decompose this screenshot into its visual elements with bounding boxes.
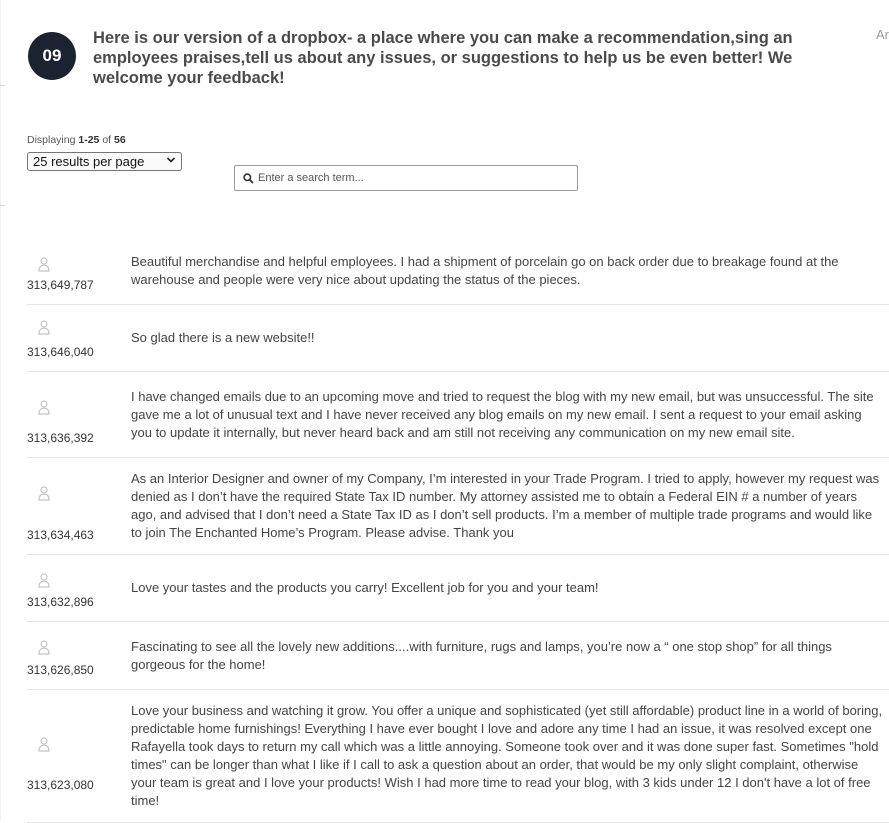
user-icon bbox=[37, 639, 51, 655]
feedback-text: Love your business and watching it grow. You offer a unique and sophisticated (yet still affordable) product line in a world of boring, predictable home furnishings! Everything I have ever bought I love and adore any time I had an issue, it was resolved except one Rafayella took days to return my call which was a little annoying. Someone took over and it was done super fast. Sometimes "hold times" can be longer than what I like if I call to ask a question about an order, that would be my only slight complaint, otherwise your team is great and I love your products! Wish I had more time to read your blog, with 3 kids under 12 I don't have a lot of free time! bbox=[131, 703, 883, 808]
feedback-row bbox=[27, 690, 889, 823]
feedback-text: Love your tastes and the products you carry! Excellent job for you and your team! bbox=[131, 580, 599, 595]
user-icon bbox=[37, 399, 51, 415]
feedback-id: 313,649,787 bbox=[27, 278, 94, 292]
corner-text: Ar bbox=[876, 27, 889, 42]
feedback-row bbox=[27, 305, 889, 372]
user-icon bbox=[37, 572, 51, 588]
feedback-id: 313,634,463 bbox=[27, 528, 94, 542]
left-edge-mark bbox=[0, 85, 5, 86]
feedback-text: As an Interior Designer and owner of my Company, I’m interested in your Trade Program. I tried to apply, however my request was denied as I don’t have the required State Tax ID number. My attorney assisted me to obtain a Federal EIN # a number of years ago, and advised that I don’t need a State Tax ID as I don’t sell products. I’m a member of multiple trade programs and would like to join The Enchanted Home’s Program. Please advise. Thank you bbox=[131, 471, 880, 540]
feedback-meta bbox=[27, 567, 131, 609]
page-heading: Here is our version of a dropbox- a place where you can make a recommendation,sing an employees praises,tell us about any issues, or suggestions to help us be even better! We welcome your feedback! bbox=[93, 29, 793, 87]
feedback-list bbox=[27, 237, 889, 823]
results-of-label: of bbox=[102, 134, 112, 146]
feedback-id: 313,626,850 bbox=[27, 663, 94, 677]
left-edge bbox=[0, 0, 1, 820]
results-per-page-select[interactable] bbox=[27, 152, 182, 171]
feedback-text: I have changed emails due to an upcoming move and tried to request the blog with my new email, but was unsuccessful. The site gave me a lot of unusual text and I have never received any blog emails on my new email. I sent a request to your email asking you to update it internally, but never heard back and am still not receiving any communication on my new email site. bbox=[131, 388, 874, 440]
feedback-id: 313,646,040 bbox=[27, 345, 94, 359]
results-per-page-value: 25 results per page bbox=[33, 154, 145, 169]
user-icon bbox=[37, 256, 51, 272]
feedback-text: Fascinating to see all the lovely new additions....with furniture, rugs and lamps, you’re now a “ one stop shop” for all things gorgeous for the home! bbox=[131, 638, 832, 672]
feedback-row bbox=[27, 458, 889, 555]
feedback-meta bbox=[27, 249, 131, 292]
user-icon bbox=[37, 485, 51, 501]
search-input[interactable] bbox=[258, 172, 558, 184]
feedback-meta bbox=[27, 470, 131, 542]
search-box[interactable] bbox=[234, 165, 578, 191]
results-total: 56 bbox=[114, 134, 126, 146]
feedback-text: So glad there is a new website!! bbox=[131, 330, 315, 345]
feedback-meta bbox=[27, 634, 131, 677]
search-icon bbox=[243, 173, 254, 184]
results-summary bbox=[27, 134, 126, 146]
feedback-id: 313,636,392 bbox=[27, 431, 94, 445]
feedback-meta bbox=[27, 384, 131, 445]
feedback-id: 313,632,896 bbox=[27, 595, 94, 609]
feedback-row bbox=[27, 237, 889, 305]
feedback-meta bbox=[27, 702, 131, 810]
user-icon bbox=[37, 736, 51, 752]
feedback-row bbox=[27, 372, 889, 458]
user-icon bbox=[37, 319, 51, 335]
feedback-row bbox=[27, 622, 889, 690]
feedback-meta bbox=[27, 317, 131, 359]
feedback-text: Beautiful merchandise and helpful employees. I had a shipment of porcelain go on back order due to breakage found at the warehouse and people were very nice about updating the status of the pieces. bbox=[131, 253, 839, 287]
feedback-row bbox=[27, 555, 889, 622]
feedback-id: 313,623,080 bbox=[27, 778, 94, 792]
chevron-down-icon bbox=[166, 155, 176, 168]
left-edge-mark bbox=[0, 205, 5, 206]
results-range: 1-25 bbox=[78, 134, 100, 146]
results-summary-prefix: Displaying bbox=[27, 134, 76, 146]
step-number-badge: 09 bbox=[28, 32, 76, 80]
